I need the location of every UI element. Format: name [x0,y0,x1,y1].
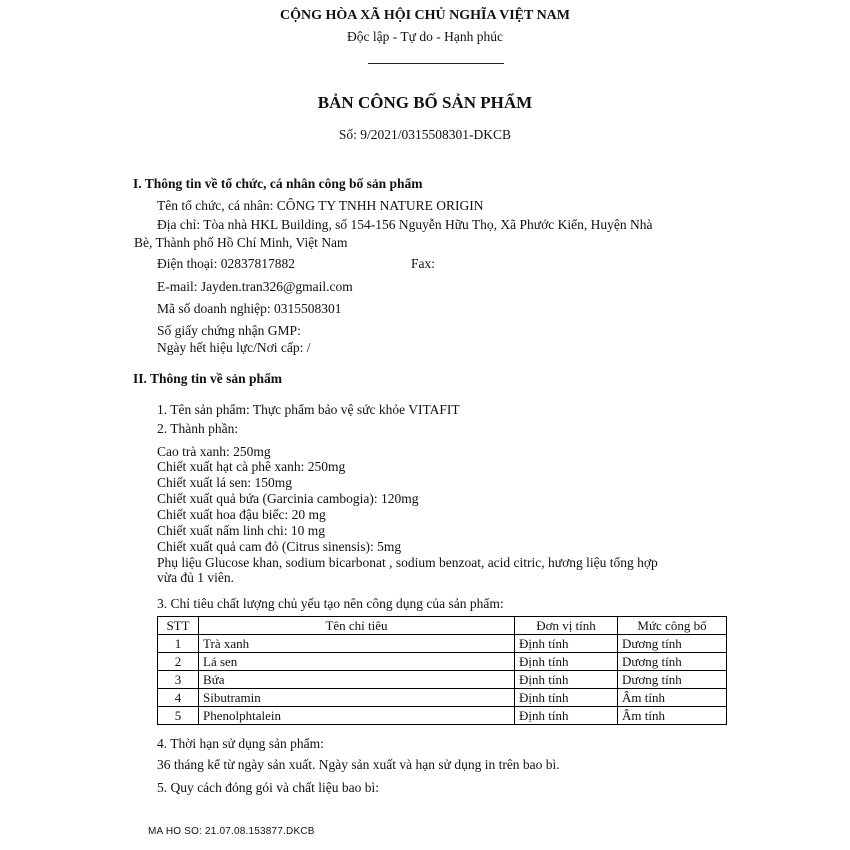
cell-unit: Định tính [515,635,618,653]
ingredient-item: Chiết xuất lá sen: 150mg [157,475,292,490]
cell-stt: 2 [158,653,199,671]
record-code: MA HO SO: 21.07.08.153877.DKCB [148,826,315,837]
fax: Fax: [411,256,436,271]
cell-stt: 1 [158,635,199,653]
gmp-number: Số giấy chứng nhận GMP: [157,323,301,338]
cell-declared-level: Dương tính [618,653,727,671]
table-row [158,635,727,653]
cell-criteria-name: Trà xanh [199,635,515,653]
national-title: CỘNG HÒA XÃ HỘI CHỦ NGHĨA VIỆT NAM [279,8,570,23]
ingredient-item: Chiết xuất hoa đậu biếc: 20 mg [157,507,326,522]
col-declared-level: Mức công bố [618,617,727,635]
product-name: 1. Tên sản phẩm: Thực phẩm bảo vệ sức khỏe VITAFIT [157,402,460,417]
col-unit: Đơn vị tính [515,617,618,635]
expiry: Ngày hết hiệu lực/Nơi cấp: / [157,340,311,355]
motto-underline [368,63,504,64]
cell-unit: Định tính [515,707,618,725]
cell-criteria-name: Sibutramin [199,689,515,707]
address-line1: Địa chỉ: Tòa nhà HKL Building, số 154-156 Nguyễn Hữu Thọ, Xã Phước Kiển, Huyện Nhà [157,217,653,232]
tax-code: Mã số doanh nghiệp: 0315508301 [157,301,342,316]
col-criteria-name: Tên chỉ tiêu [199,617,515,635]
criteria-label: 3. Chỉ tiêu chất lượng chủ yếu tạo nên công dụng của sản phẩm: [157,596,504,611]
table-row [158,671,727,689]
cell-declared-level: Dương tính [618,671,727,689]
address-line2: Bè, Thành phố Hồ Chí Minh, Việt Nam [134,235,348,250]
table-row [158,707,727,725]
cell-declared-level: Âm tính [618,707,727,725]
cell-unit: Định tính [515,653,618,671]
phone: Điện thoại: 02837817882 [157,256,295,271]
col-stt: STT [158,617,199,635]
excipients-line2: vừa đủ 1 viên. [157,570,235,585]
table-row [158,653,727,671]
table-row [158,689,727,707]
cell-unit: Định tính [515,689,618,707]
cell-stt: 5 [158,707,199,725]
ingredient-item: Chiết xuất hạt cà phê xanh: 250mg [157,459,346,474]
ingredient-item: Chiết xuất quả bứa (Garcinia cambogia): 120mg [157,491,419,506]
ingredient-item: Chiết xuất nấm linh chi: 10 mg [157,523,325,538]
national-motto: Độc lập - Tự do - Hạnh phúc [347,29,503,44]
table-header-row [158,617,727,635]
packaging-label: 5. Quy cách đóng gói và chất liệu bao bì: [157,780,379,795]
cell-stt: 4 [158,689,199,707]
org-name: Tên tổ chức, cá nhân: CÔNG TY TNHH NATURE ORIGIN [157,198,484,213]
cell-criteria-name: Phenolphtalein [199,707,515,725]
cell-declared-level: Dương tính [618,635,727,653]
shelf-life-label: 4. Thời hạn sử dụng sản phẩm: [157,736,324,751]
shelf-life-text: 36 tháng kể từ ngày sản xuất. Ngày sản xuất và hạn sử dụng in trên bao bì. [157,757,560,772]
ingredient-item: Chiết xuất quả cam đỏ (Citrus sinensis): 5mg [157,539,402,554]
cell-criteria-name: Lá sen [199,653,515,671]
doc-number: Số: 9/2021/0315508301-DKCB [338,127,512,142]
cell-stt: 3 [158,671,199,689]
criteria-table [157,616,727,725]
ingredient-item: Cao trà xanh: 250mg [157,444,271,459]
cell-unit: Định tính [515,671,618,689]
ingredients-label: 2. Thành phần: [157,421,239,436]
email: E-mail: Jayden.tran326@gmail.com [157,279,353,294]
cell-declared-level: Âm tính [618,689,727,707]
cell-criteria-name: Bứa [199,671,515,689]
section2-heading: II. Thông tin về sản phẩm [133,371,283,386]
doc-title: BẢN CÔNG BỐ SẢN PHẨM [317,93,533,112]
excipients-line1: Phụ liệu Glucose khan, sodium bicarbonat , sodium benzoat, acid citric, hương liệu tổng hợp [157,555,658,570]
section1-heading: I. Thông tin về tổ chức, cá nhân công bố sản phẩm [133,176,423,191]
